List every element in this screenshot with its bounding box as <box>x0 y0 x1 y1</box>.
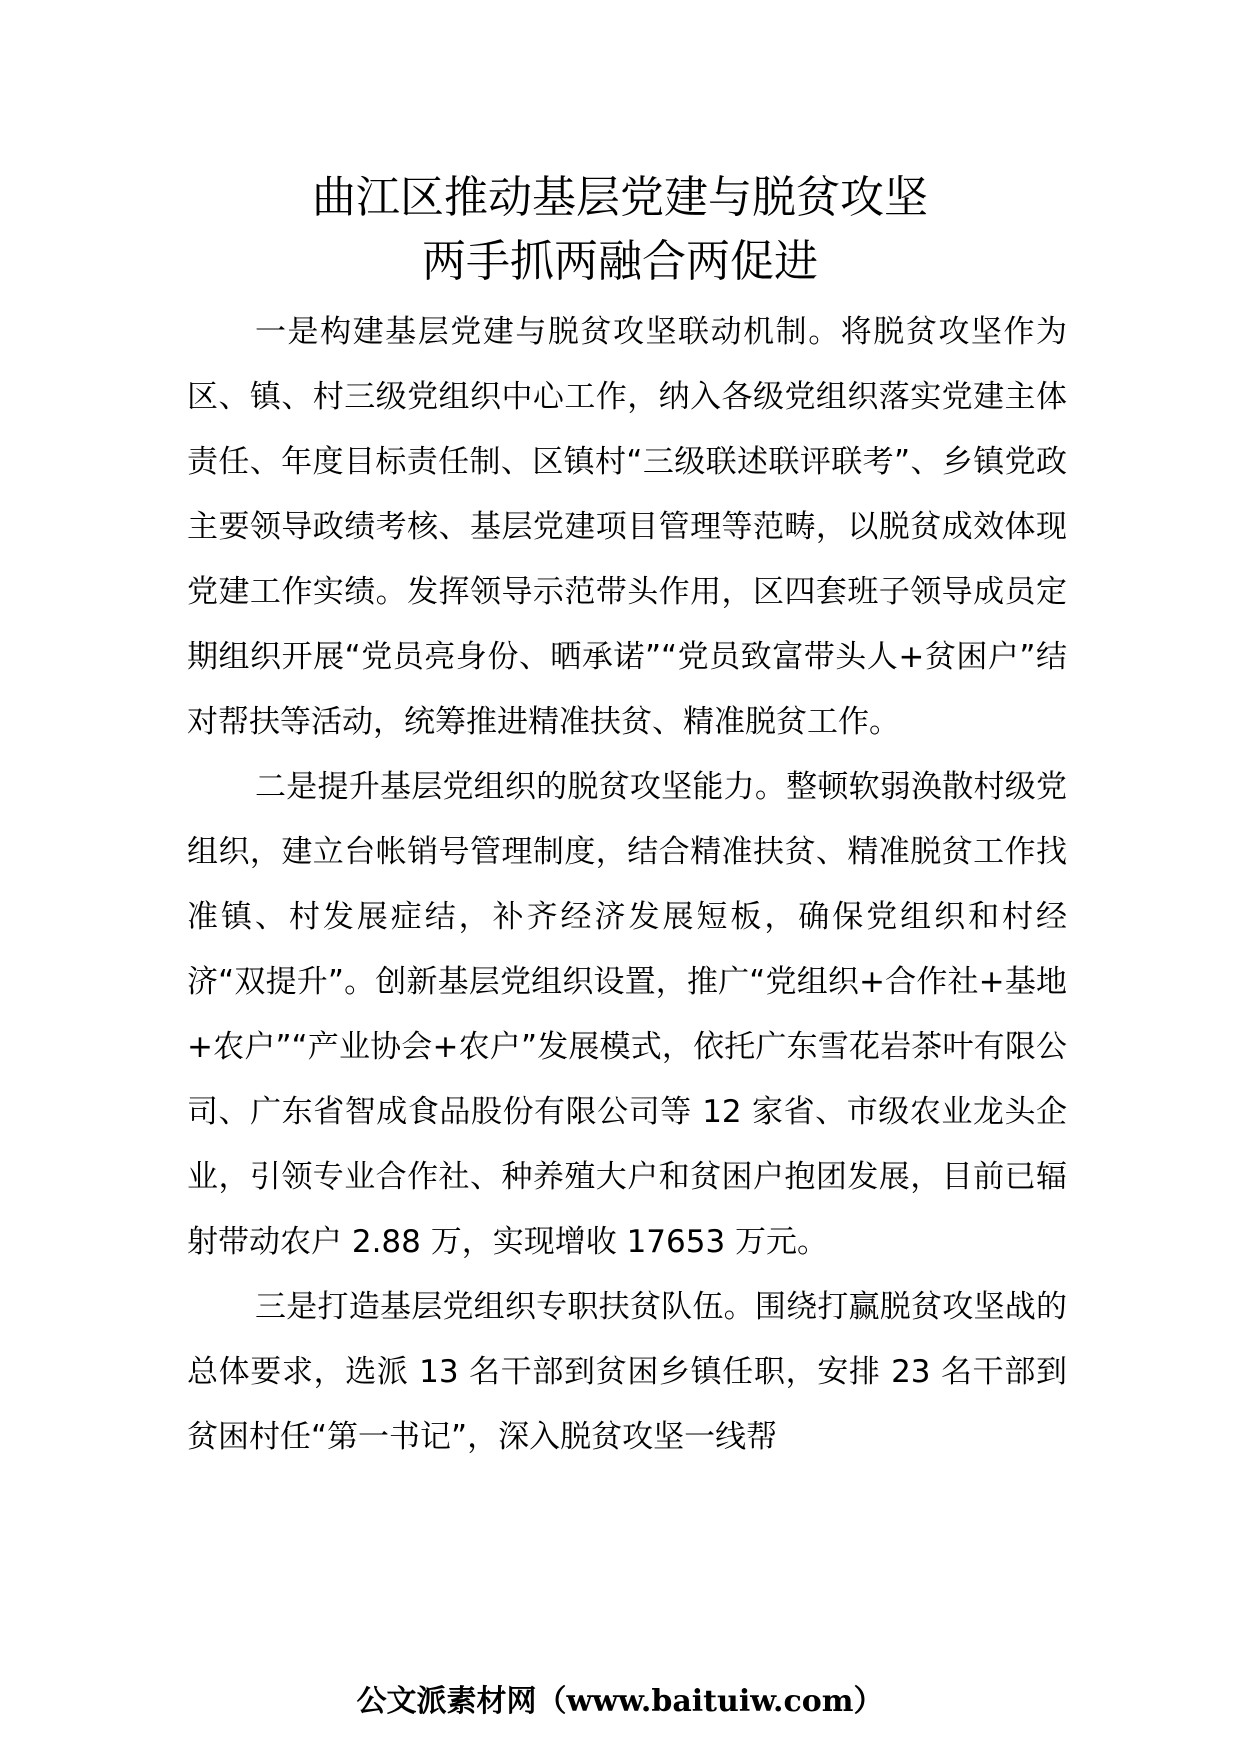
document-body <box>187 300 1067 1470</box>
footer-watermark: 公文派素材网（www.baituiw.com） <box>356 1684 884 1719</box>
document-title-line-2: 两手抓两融合两促进 <box>422 236 818 287</box>
paragraph-1: 一是构建基层党建与脱贫攻坚联动机制。将脱贫攻坚作为区、镇、村三级党组织中心工作，纳入各级党组织落实党建主体责任、年度目标责任制、区镇村“三级联述联评联考”、乡镇党政主要领导政绩考核、基层党建项目管理等范畴，以脱贫成效体现党建工作实绩。发挥领导示范带头作用，区四套班子领导成员定期组织开展“党员亮身份、晒承诺”“党员致富带头人+贫困户”结对帮扶等活动，统筹推进精准扶贫、精准脱贫工作。 <box>187 314 1067 740</box>
paragraph-2: 二是提升基层党组织的脱贫攻坚能力。整顿软弱涣散村级党组织，建立台帐销号管理制度，结合精准扶贫、精准脱贫工作找准镇、村发展症结，补齐经济发展短板，确保党组织和村经济“双提升”。创新基层党组织设置，推广“党组织+合作社+基地+农户”“产业协会+农户”发展模式，依托广东雪花岩茶叶有限公司、广东省智成食品股份有限公司等 12 家省、市级农业龙头企业，引领专业合作社、种养殖大户和贫困户抱团发展，目前已辐射带动农户 2.88 万，实现增收 17653 万元。 <box>187 769 1067 1260</box>
document-title-line-1: 曲江区推动基层党建与脱贫攻坚 <box>312 172 928 223</box>
paragraph-3: 三是打造基层党组织专职扶贫队伍。围绕打赢脱贫攻坚战的总体要求，选派 13 名干部到贫困乡镇任职，安排 23 名干部到贫困村任“第一书记”，深入脱贫攻坚一线帮 <box>187 1289 1067 1455</box>
